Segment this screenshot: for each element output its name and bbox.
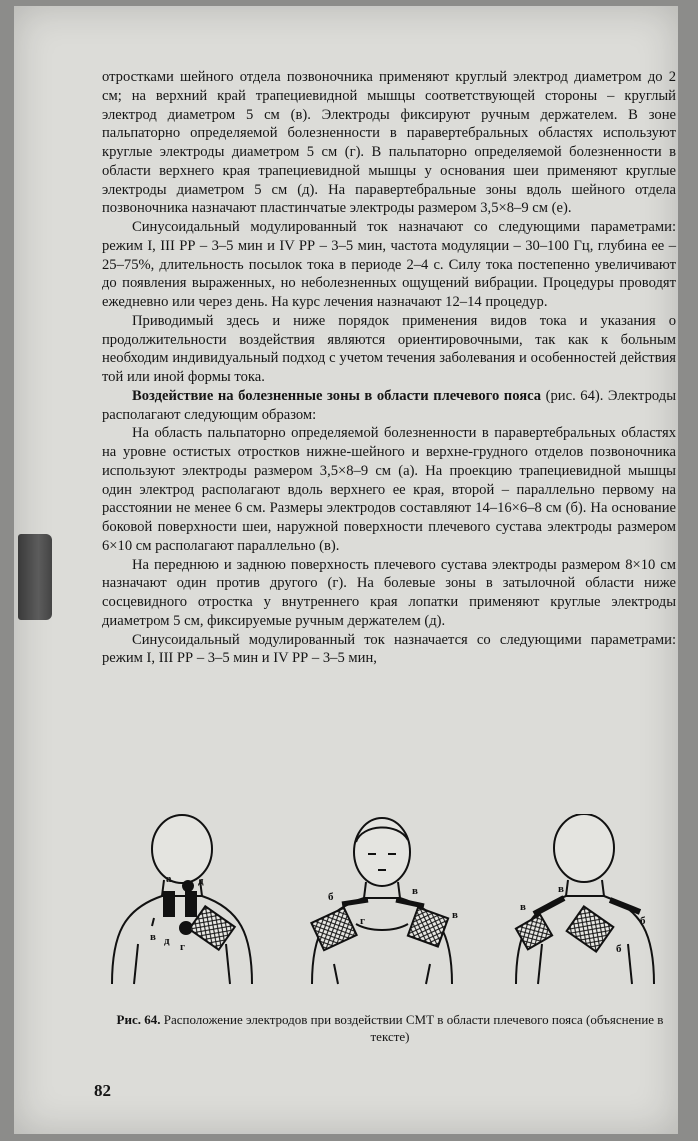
paragraph-7: Синусоидальный модулированный ток назначается со следующими параметрами: режим I, III РР – 3–5 мин и IV РР – 3–5 мин, [102,631,676,667]
label-d-2: д [164,935,170,947]
back-side-view-figure [516,814,654,984]
figure-caption [110,1011,670,1045]
paragraph-2: Синусоидальный модулированный ток назначают со следующими параметрами: режим I, III РР – 3–5 мин и IV РР – 3–5 мин, частота модуляции – 30–100 Гц, глубина ее – 25–75%, длительность посылок тока в периоде 2–4 с. Силу тока постепенно увеличивают до появления выраженных, но неболезненных ощущений вибрации. Процедуры проводят ежедневно или через день. На курс лечения назначают 12–14 процедур. [102,219,676,310]
label-g-2: г [360,915,365,927]
label-v-3: в [452,909,458,921]
caption-text: Расположение электродов при воздействии СМТ в области плечевого пояса (объяснение в тексте) [160,1012,664,1044]
label-b-1: б [328,891,334,903]
section-heading: Воздействие на болезненные зоны в области плечевого пояса [132,387,542,404]
electrode-placement-illustration [94,814,674,1014]
label-a: а [166,873,172,885]
paragraph-3: Приводимый здесь и ниже порядок применения видов тока и указания о продолжительности воздействия являются ориентировочными, так как к больным необходим индивидуальный подход с учетом течения заболевания и особенностей действия той или иной формы тока. [102,312,676,385]
label-v-4: в [558,883,564,895]
page-number: 82 [94,1081,111,1100]
figure-64 [94,814,674,1014]
body-text [102,68,676,668]
paragraph-6: На переднюю и заднюю поверхность плечевого сустава электроды размером 8×10 см назначают один против другого (г). На болевые зоны в затылочной области ниже сосцевидного отростка у внутреннего края лопатки применяют круглые электроды диаметром 5 см, фиксируемые ручным держателем (д). [102,556,676,629]
label-g-1: г [180,941,185,953]
paragraph-5: На область пальпаторно определяемой болезненности в паравертебральных областях на уровне остистых отростков нижне-шейного и верхне-грудного отделов позвоночника используют электроды размером 3,5×8–9 см (а). На проекцию трапециевидной мышцы один электрод располагают вдоль верхнего ее края, второй – параллельно первому на расстоянии не менее 6 см. Размеры электродов составляют 14–16×6–8 см (б). На основание боковой поверхности шеи, наружной поверхности плечевого сустава электроды размером 6×10 см располагают параллельно (в). [102,425,676,554]
back-view-figure [112,815,252,984]
label-b-2: б [640,915,646,927]
paragraph-1: отростками шейного отдела позвоночника применяют круглый электрод диаметром до 2 см; на верхний край трапециевидной мышцы соответствующей стороны – круглый электрод диаметром 5 см (в). Электроды фиксируют ручным держателем. В зоне пальпаторно определяемой болезненности в паравертебральных областях используют круглые электроды диаметром 5 см (г). В пальпаторно определяемой болезненности в области верхнего края трапециевидной мышцы у основания шеи применяют круглые электроды диаметром 5 см (д). На паравертебральные зоны вдоль шейного отдела позвоночника назначают пластинчатые электроды размером 3,5×8–9 см (е). [102,69,676,217]
label-v-5: в [520,901,526,913]
label-v-2: в [412,885,418,897]
caption-label: Рис. 64. [116,1012,161,1027]
page-tab-marker [18,534,52,620]
label-d-1: д [198,875,204,887]
label-b-3: б [616,943,622,955]
paragraph-4 [102,387,676,425]
book-page [14,6,678,1134]
section-heading-tail: (рис. 64). Электроды располагают следующим образом: [102,387,676,423]
label-v-1: в [150,931,156,943]
